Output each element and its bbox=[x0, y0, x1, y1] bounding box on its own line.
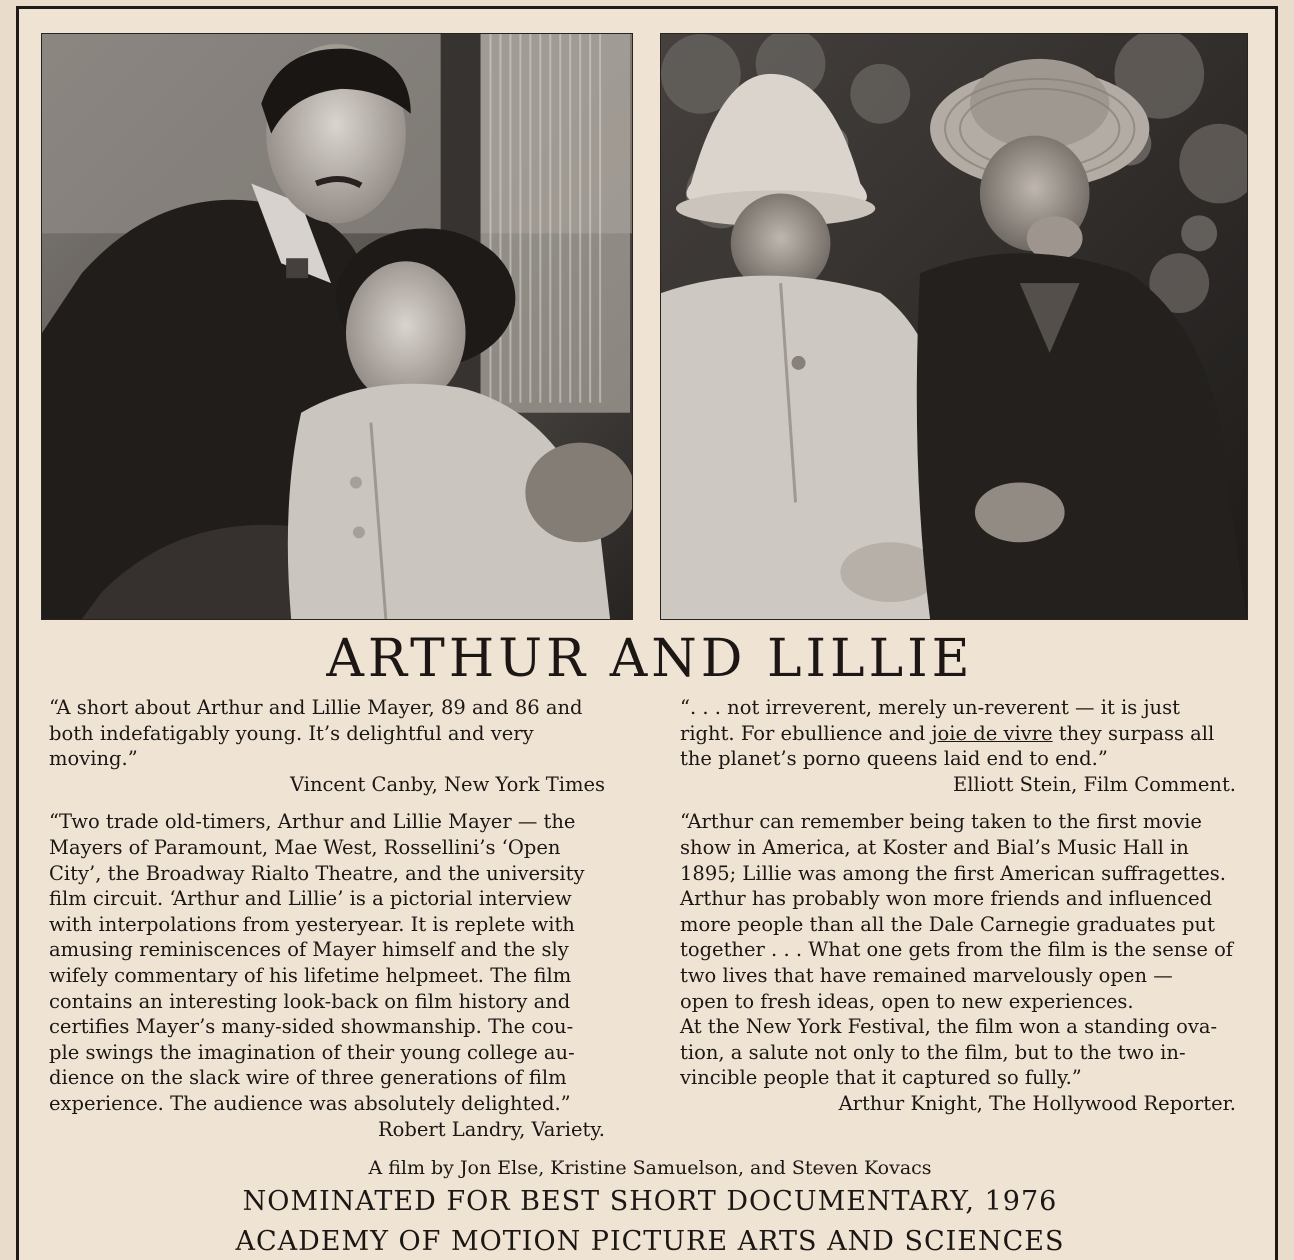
quote-line: tion, a salute not only to the film, but to the two in- bbox=[680, 1040, 1186, 1064]
quote-line: vincible people that it captured so fully.” bbox=[680, 1066, 1082, 1090]
quote-line: experience. The audience was absolutely delighted.” bbox=[49, 1091, 571, 1115]
quote-line: City’, the Broadway Rialto Theatre, and the university bbox=[49, 861, 585, 885]
column-right bbox=[680, 695, 1236, 1117]
quote-line: wifely commentary of his lifetime helpmeet. The film bbox=[49, 963, 572, 987]
quote-landry bbox=[49, 809, 605, 1116]
attribution-stein: Elliott Stein, Film Comment. bbox=[953, 772, 1236, 796]
quote-line: At the New York Festival, the film won a standing ova- bbox=[680, 1015, 1218, 1039]
quote-line: amusing reminiscences of Mayer himself and the sly bbox=[49, 938, 569, 962]
headline: ARTHUR AND LILLIE bbox=[326, 629, 974, 689]
quote-line: dience on the slack wire of three generations of film bbox=[49, 1066, 567, 1090]
quote-line: “. . . not irreverent, merely un-reverent — it is just bbox=[680, 696, 1180, 719]
quote-line: with interpolations from yesteryear. It is replete with bbox=[49, 912, 575, 936]
quote-line-underlined: right. For ebullience and joie de vivre they surpass all bbox=[680, 721, 1215, 745]
nomination-line: NOMINATED FOR BEST SHORT DOCUMENTARY, 1976 bbox=[242, 1186, 1058, 1217]
quote-line: Arthur has probably won more friends and influenced bbox=[680, 887, 1213, 911]
quote-line: two lives that have remained marvelously open — bbox=[680, 963, 1173, 987]
underlined-phrase: joie de vivre bbox=[931, 721, 1053, 745]
attribution-knight: Arthur Knight, The Hollywood Reporter. bbox=[838, 1091, 1236, 1115]
photo-older-couple-image bbox=[661, 34, 1247, 619]
newspaper-clipping bbox=[16, 6, 1278, 1260]
quote-line: together . . . What one gets from the film is the sense of bbox=[680, 938, 1234, 962]
photo-young-couple-image bbox=[42, 34, 632, 619]
photo-young-couple bbox=[41, 33, 633, 620]
quote-line: film circuit. ‘Arthur and Lillie’ is a pictorial interview bbox=[49, 887, 572, 911]
quote-line: moving.” bbox=[49, 747, 138, 771]
quote-line: 1895; Lillie was among the first American suffragettes. bbox=[680, 861, 1226, 885]
quote-line: open to fresh ideas, open to new experiences. bbox=[680, 989, 1134, 1013]
quote-line: “Two trade old-timers, Arthur and Lillie Mayer — the bbox=[49, 810, 576, 834]
quote-line: “A short about Arthur and Lillie Mayer, 89 and 86 and bbox=[49, 696, 583, 719]
film-credits: A film by Jon Else, Kristine Samuelson, and Steven Kovacs bbox=[368, 1157, 932, 1179]
attribution-landry: Robert Landry, Variety. bbox=[377, 1117, 605, 1141]
quote-line: more people than all the Dale Carnegie graduates put bbox=[680, 912, 1215, 936]
attribution-canby: Vincent Canby, New York Times bbox=[289, 772, 605, 796]
quote-stein bbox=[680, 695, 1236, 772]
quote-knight bbox=[680, 809, 1236, 1091]
column-left bbox=[49, 695, 605, 1142]
quote-line: Mayers of Paramount, Mae West, Rossellini’s ‘Open bbox=[49, 835, 561, 859]
quote-line: certifies Mayer’s many-sided showmanship. The cou- bbox=[49, 1015, 574, 1039]
quote-line: the planet’s porno queens laid end to end.” bbox=[680, 747, 1108, 771]
quote-line: show in America, at Koster and Bial’s Music Hall in bbox=[680, 835, 1189, 859]
quote-canby bbox=[49, 695, 605, 772]
quote-line: “Arthur can remember being taken to the first movie bbox=[680, 810, 1202, 834]
photo-older-couple bbox=[660, 33, 1248, 620]
academy-line: ACADEMY OF MOTION PICTURE ARTS AND SCIENCES bbox=[235, 1226, 1065, 1257]
quote-line: contains an interesting look-back on film history and bbox=[49, 989, 571, 1013]
quote-line: ple swings the imagination of their young college au- bbox=[49, 1040, 575, 1064]
quote-line: both indefatigably young. It’s delightful and very bbox=[49, 721, 534, 745]
